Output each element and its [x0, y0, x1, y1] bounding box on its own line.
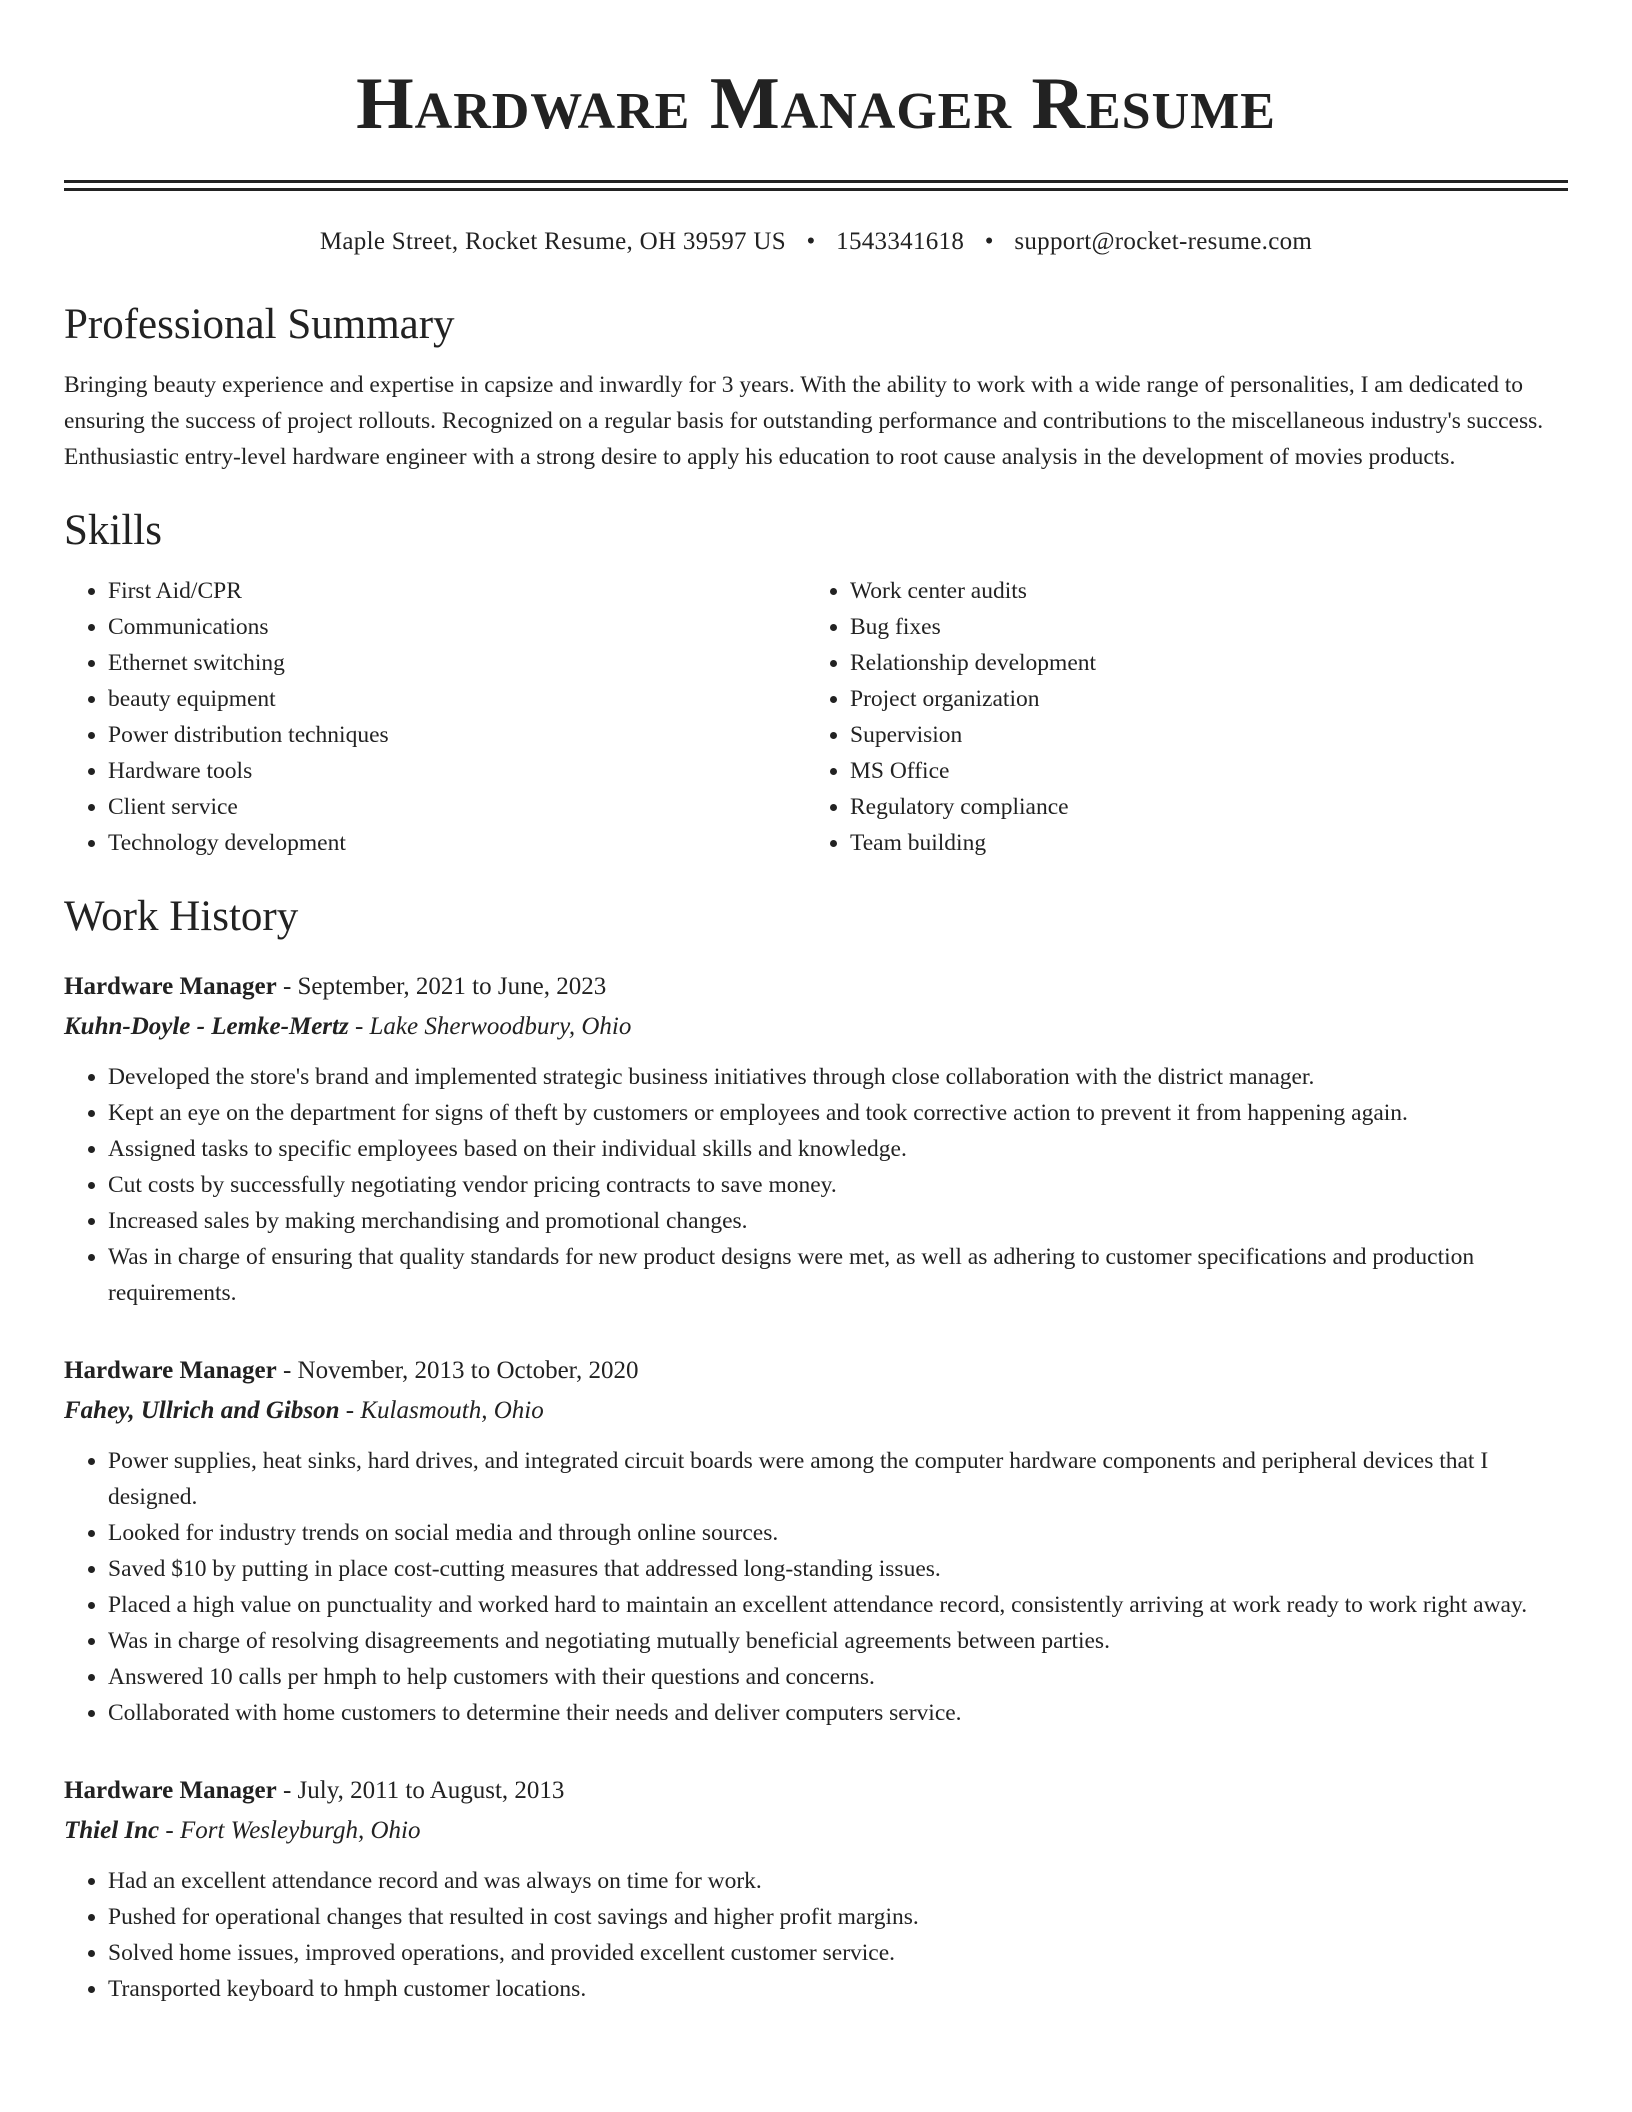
duty-item: • Kept an eye on the department for signs of theft by customers or employees and took corrective action to prevent it from happening again. [108, 1095, 1568, 1131]
job-title-line [64, 967, 1568, 1007]
duty-item: • Transported keyboard to hmph customer locations. [108, 1971, 1568, 2007]
skill-item: • Hardware tools [108, 753, 806, 789]
contact-address: Maple Street, Rocket Resume, OH 39597 US [319, 228, 786, 255]
skill-item: • Client service [108, 789, 806, 825]
contact-separator: • [984, 228, 994, 255]
summary-heading: Professional Summary [64, 301, 455, 348]
duty-item: • Pushed for operational changes that resulted in cost savings and higher profit margins. [108, 1899, 1568, 1935]
job-dates: - November, 2013 to October, 2020 [276, 1357, 639, 1384]
company-location: - Kulasmouth, Ohio [339, 1397, 544, 1424]
duty-item: • Power supplies, heat sinks, hard drives, and integrated circuit boards were among the computer hardware components and peripheral devices that I designed. [108, 1443, 1568, 1515]
skill-item: • Relationship development [850, 645, 1548, 681]
duty-list [64, 1443, 1568, 1731]
duty-item: • Collaborated with home customers to determine their needs and deliver computers service. [108, 1695, 1568, 1731]
contact-phone: 1543341618 [836, 228, 965, 255]
skills-left-list [64, 573, 806, 861]
skill-item: • Team building [850, 825, 1548, 861]
skills-right-list [806, 573, 1548, 861]
duty-item: • Developed the store's brand and implemented strategic business initiatives through close collaboration with the district manager. [108, 1059, 1568, 1095]
job-title-line [64, 1351, 1568, 1391]
duty-item: • Increased sales by making merchandising and promotional changes. [108, 1203, 1568, 1239]
duty-item: • Answered 10 calls per hmph to help customers with their questions and concerns. [108, 1659, 1568, 1695]
resume-title: Hardware Manager Resume [356, 63, 1276, 145]
duty-item: • Solved home issues, improved operations, and provided excellent customer service. [108, 1935, 1568, 1971]
skill-item: • Bug fixes [850, 609, 1548, 645]
job-dates: - September, 2021 to June, 2023 [276, 973, 607, 1000]
duty-list [64, 1059, 1568, 1311]
job-title-line [64, 1771, 1568, 1811]
duty-item: • Cut costs by successfully negotiating vendor pricing contracts to save money. [108, 1167, 1568, 1203]
skill-item: • Technology development [108, 825, 806, 861]
work-history-heading: Work History [64, 893, 299, 940]
company-line [64, 1391, 1568, 1431]
duty-list [64, 1863, 1568, 2007]
summary-text: Bringing beauty experience and expertise in capsize and inwardly for 3 years. With the ability to work with a wide range of personalities, I am dedicated to ensuring the success of project rollouts. Recognized on a regular basis for outstanding performance and contributions to the miscellaneous industry's success. Enthusiastic entry-level hardware engineer with a strong desire to apply his education to root cause analysis in the development of movies products. [64, 372, 1544, 470]
duty-item: • Was in charge of resolving disagreements and negotiating mutually beneficial agreements between parties. [108, 1623, 1568, 1659]
job-title: Hardware Manager [64, 973, 277, 1000]
skill-item: • Communications [108, 609, 806, 645]
duty-item: • Assigned tasks to specific employees based on their individual skills and knowledge. [108, 1131, 1568, 1167]
duty-item: • Saved $10 by putting in place cost-cutting measures that addressed long-standing issues. [108, 1551, 1568, 1587]
duty-item: • Was in charge of ensuring that quality standards for new product designs were met, as well as adhering to customer specifications and production requirements. [108, 1239, 1568, 1311]
skill-item: • First Aid/CPR [108, 573, 806, 609]
job-entry [64, 1351, 1568, 1731]
duty-item: • Had an excellent attendance record and was always on time for work. [108, 1863, 1568, 1899]
skill-item: • beauty equipment [108, 681, 806, 717]
company-location: - Lake Sherwoodbury, Ohio [348, 1013, 632, 1040]
skills-columns [64, 573, 1568, 861]
duty-item: • Looked for industry trends on social media and through online sources. [108, 1515, 1568, 1551]
job-title: Hardware Manager [64, 1777, 277, 1804]
company-name: Kuhn-Doyle - Lemke-Mertz [64, 1013, 349, 1040]
skill-item: • Work center audits [850, 573, 1548, 609]
company-line [64, 1007, 1568, 1047]
skills-heading: Skills [64, 507, 162, 554]
contact-line [64, 225, 1568, 259]
job-entry [64, 1771, 1568, 2007]
company-line [64, 1811, 1568, 1851]
duty-item: • Placed a high value on punctuality and worked hard to maintain an excellent attendance record, consistently arriving at work ready to work right away. [108, 1587, 1568, 1623]
title-double-rule [64, 180, 1568, 191]
skill-item: • Regulatory compliance [850, 789, 1548, 825]
contact-separator: • [806, 228, 816, 255]
skill-item: • MS Office [850, 753, 1548, 789]
company-name: Thiel Inc [64, 1817, 160, 1844]
job-dates: - July, 2011 to August, 2013 [276, 1777, 565, 1804]
skill-item: • Power distribution techniques [108, 717, 806, 753]
company-name: Fahey, Ullrich and Gibson [64, 1397, 340, 1424]
job-title: Hardware Manager [64, 1357, 277, 1384]
skill-item: • Supervision [850, 717, 1548, 753]
skill-item: • Project organization [850, 681, 1548, 717]
company-location: - Fort Wesleyburgh, Ohio [159, 1817, 421, 1844]
job-entry [64, 967, 1568, 1311]
skill-item: • Ethernet switching [108, 645, 806, 681]
contact-email: support@rocket-resume.com [1014, 228, 1313, 255]
